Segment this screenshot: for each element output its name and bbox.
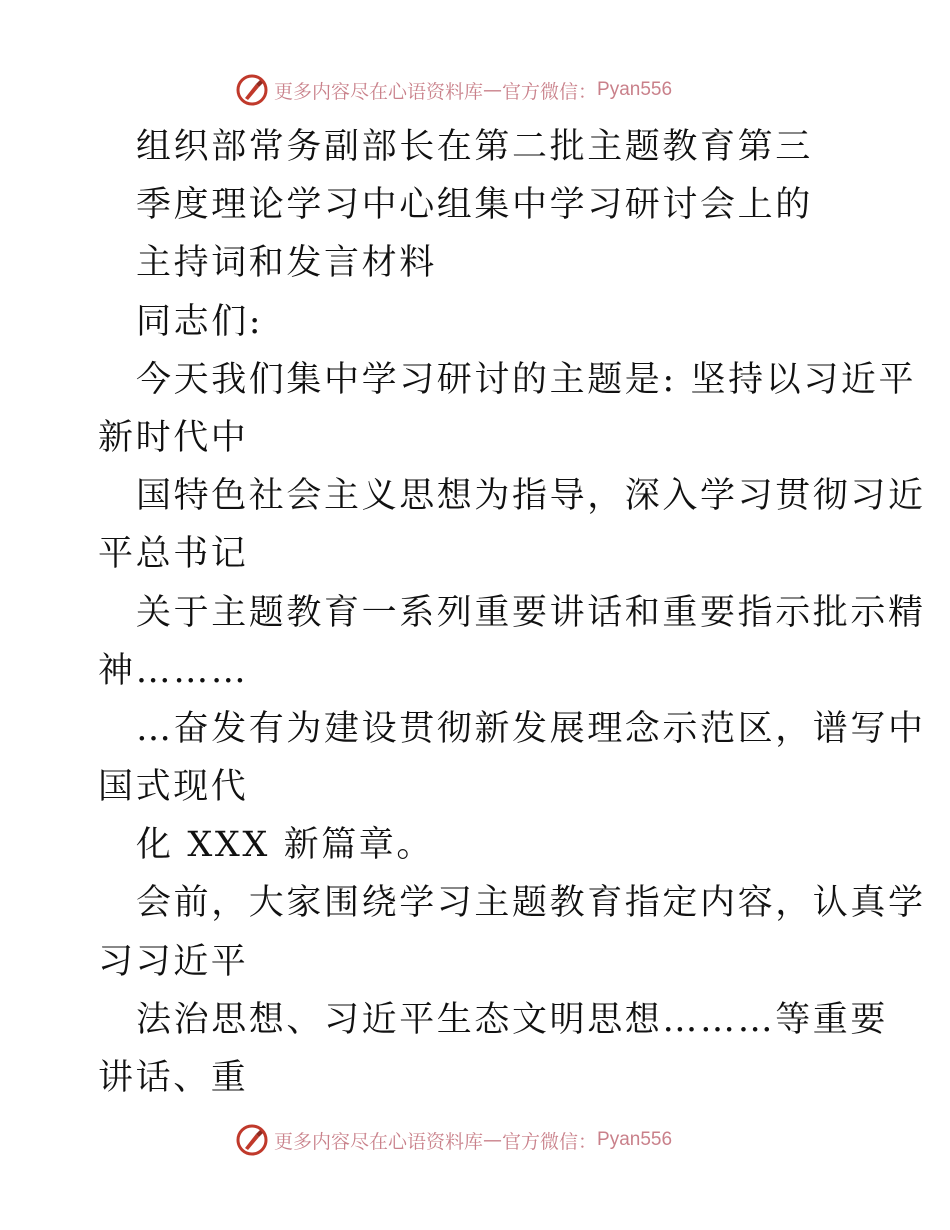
title-line: 主持词和发言材料 [136,243,437,284]
watermark-id: Pyan556 [597,79,673,100]
paragraph-line: …奋发有为建设贯彻新发展理念示范区，谱写中 [136,708,926,749]
title-line: 季度理论学习中心组集中学习研讨会上的 [136,185,813,226]
watermark-text: 更多内容尽在心语资料库 [274,1130,484,1153]
watermark-footer [236,1123,672,1157]
paragraph-line: 国式现代 [98,767,249,808]
watermark-id: Pyan556 [597,1129,673,1150]
paragraph-line: 习习近平 [98,941,249,982]
title-line: 组织部常务副部长在第二批主题教育第三 [136,127,813,167]
watermark-header [236,73,672,107]
document-body [98,118,926,1107]
paragraph-line: 讲话、重 [98,1058,249,1098]
paragraph-line: 今天我们集中学习研讨的主题是: 坚持以习近平 [136,359,917,400]
watermark-text: 更多内容尽在心语资料库 [274,80,484,103]
paragraph-line: 法治思想、习近平生态文明思想………等重要 [136,999,889,1040]
watermark-dash: — [483,1129,503,1151]
paragraph-line: 化 XXX 新篇章。 [136,825,435,866]
paragraph-line: 关于主题教育一系列重要讲话和重要指示批示精 [136,592,926,633]
paragraph-line: 神……… [98,650,249,691]
watermark-label: 官方微信： [502,80,598,103]
paragraph-line: 新时代中 [98,417,249,458]
salutation-line: 同志们: [136,301,264,342]
pen-logo-icon [236,1124,268,1156]
pen-logo-icon [236,74,268,106]
paragraph-line: 平总书记 [98,534,249,575]
paragraph-line: 会前，大家围绕学习主题教育指定内容，认真学 [136,883,926,924]
paragraph-line: 国特色社会主义思想为指导，深入学习贯彻习近 [136,476,926,517]
watermark-dash: — [483,79,503,101]
watermark-label: 官方微信： [502,1130,598,1153]
